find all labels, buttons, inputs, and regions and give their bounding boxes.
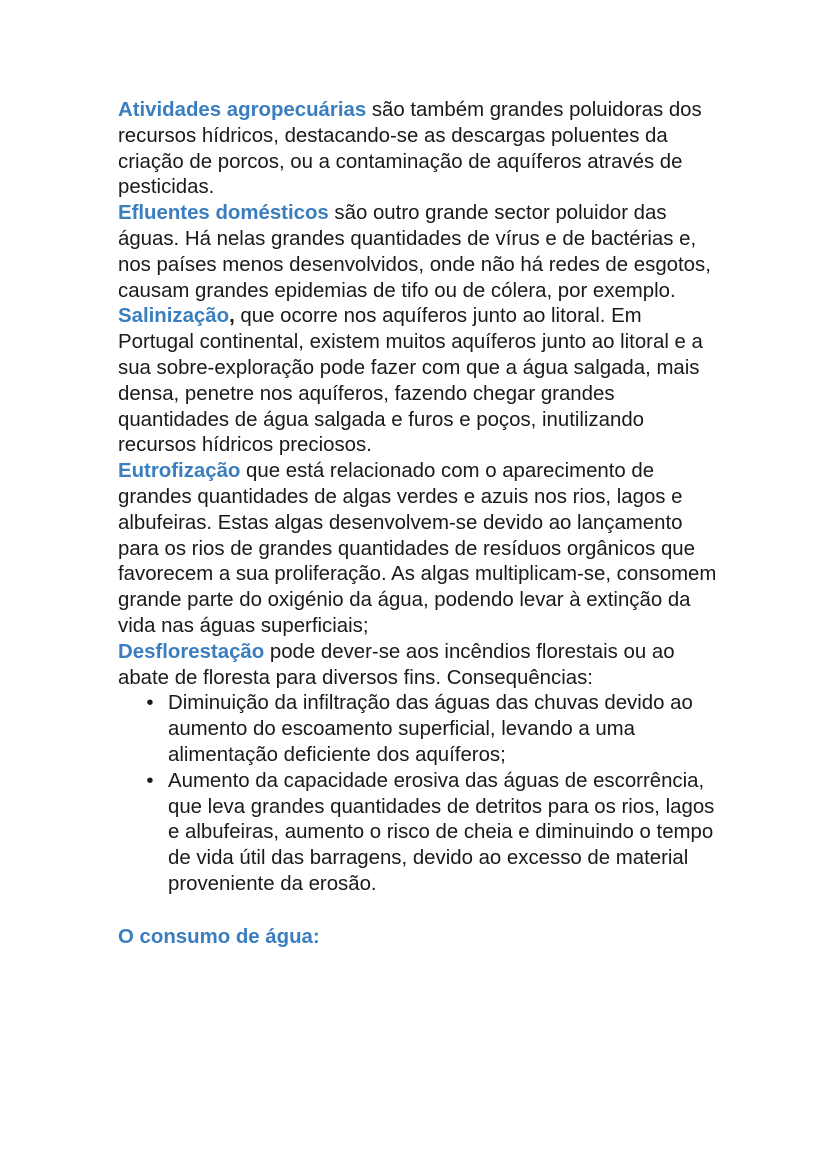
document-page: [118, 98, 718, 951]
paragraph-efluentes-text: são outro grande sector poluidor das águas. Há nelas grandes quantidades de vírus e de bactérias e, nos países menos desenvolvidos, onde não há redes de esgotos, causam grandes epidemias de tifo ou de cólera, por exemplo.: [118, 202, 711, 302]
term-efluentes: Efluentes domésticos: [118, 202, 329, 225]
paragraph-desflorestacao: [118, 640, 718, 692]
bullet-icon: •: [146, 769, 154, 792]
section-heading: O consumo de água:: [118, 925, 320, 948]
paragraph-agropecuarias-text: são também grandes poluidoras dos recursos hídricos, destacando-se as descargas poluentes da criação de porcos, ou a contaminação de aquíferos através de pesticidas.: [118, 99, 702, 199]
bullet-icon: •: [146, 692, 154, 715]
list-item: [146, 769, 718, 898]
paragraph-salinizacao-text: que ocorre nos aquíferos junto ao litoral. Em Portugal continental, existem muitos aquíferos junto ao litoral e a sua sobre-exploração pode fazer com que a água salgada, mais densa, penetre nos aquíferos, fazendo chegar grandes quantidades de água salgada e furos e poços, inutilizando recursos hídricos preciosos.: [118, 305, 703, 457]
paragraph-desflorestacao-text: pode dever-se aos incêndios florestais ou ao abate de floresta para diversos fins. Consequências:: [118, 640, 675, 689]
term-salinizacao-comma: ,: [229, 305, 235, 328]
paragraph-efluentes: [118, 201, 718, 304]
paragraph-agropecuarias: [118, 98, 718, 201]
list-item: [146, 691, 718, 768]
term-agropecuarias: Atividades agropecuárias: [118, 99, 367, 121]
list-item-text: Aumento da capacidade erosiva das águas de escorrência, que leva grandes quantidades de detritos para os rios, lagos e albufeiras, aumento o risco de cheia e diminuindo o tempo de vida útil das barragens, devido ao excesso de material proveniente da erosão.: [168, 769, 715, 895]
term-eutrofizacao: Eutrofização: [118, 460, 241, 483]
paragraph-eutrofizacao: [118, 459, 718, 640]
paragraph-salinizacao: [118, 304, 718, 459]
term-desflorestacao: Desflorestação: [118, 640, 265, 663]
list-item-text: Diminuição da infiltração das águas das chuvas devido ao aumento do escoamento superficial, levando a uma alimentação deficiente dos aquíferos;: [168, 692, 693, 766]
consequences-list: [118, 691, 718, 897]
paragraph-eutrofizacao-text: que está relacionado com o aparecimento de grandes quantidades de algas verdes e azuis nos rios, lagos e albufeiras. Estas algas desenvolvem-se devido ao lançamento para os rios de grandes quantidades de resíduos orgânicos que favorecem a sua proliferação. As algas multiplicam-se, consomem grande parte do oxigénio da água, podendo levar à extinção da vida nas águas superficiais;: [118, 460, 717, 637]
term-salinizacao: Salinização: [118, 305, 230, 328]
